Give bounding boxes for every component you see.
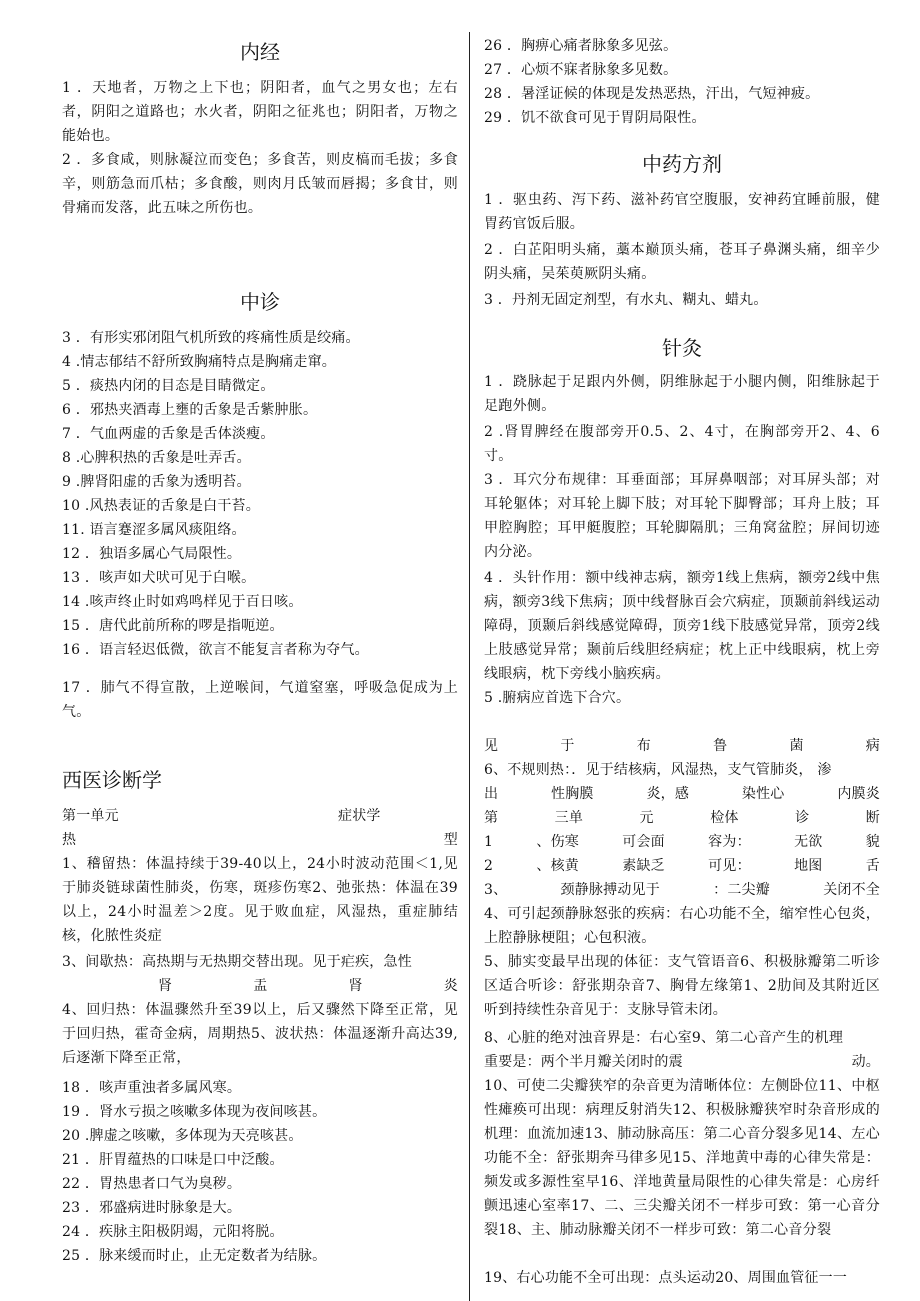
spread-word: 素缺乏 [622,858,665,874]
spread-word: 病 [865,738,880,754]
spread-line-4 [484,806,880,830]
spread-word: 见 [484,738,499,754]
spread-word: 于 [560,738,575,754]
list-item: 12 ．独语多属心气局限性。 [62,546,242,562]
zhenjiu-item-5: 5 .腑病应首选下合穴。 [484,690,631,706]
spread-word: 、核黄 [536,858,579,874]
spread-word: 2 [484,858,494,874]
heading-fangji: 中药方剂 [642,152,722,176]
zhenjiu-item-2: 2 .肾胃脾经在腹部旁开0.5、2、4寸，在胸部旁开2、4、6寸。 [484,424,880,464]
lung-item-5: 5、肺实变最早出现的体征：支气管语音6、积极脉瓣第二听诊区适合听诊：舒张期杂音7、胸骨左缘第1、2肋间及其附近区听到持续性杂音见于：支脉导管未闭。 [484,954,880,1018]
spread-word: 1 [484,834,494,850]
spread-char: 盂 [253,978,268,994]
unit-title: 症状学 [338,808,381,824]
spread-word: 性胸膜 [551,786,594,802]
spread-word: 断 [865,810,880,826]
list-item: 13 ．咳声如犬吠可见于白喉。 [62,570,256,586]
list-item: 29 ．饥不欲食可见于胃阴局限性。 [484,110,706,126]
neijing-item-2: 2 ．多食咸，则脉凝泣而变色；多食苦，则皮槁而毛拔；多食辛，则筋急而爪枯；多食酸，则肉月氐皱而唇揭；多食甘，则骨痛而发落，此五味之所伤也。 [62,152,458,216]
fever-types-4-5: 4、回归热：体温骤然升至39以上，后又骤然下降至正常，见于回归热，霍奇金病，周期热5、波状热：体温逐渐升高达39,后逐渐下降至正常， [62,1002,458,1066]
spread-word: 出 [484,786,499,802]
heading-xiyi: 西医诊断学 [62,768,162,792]
zhongzhen-list-2 [62,1076,458,1268]
spread-word: 内膜炎 [837,786,880,802]
spread-char: 肾 [348,978,363,994]
list-item: 3 ．有形实邪闭阻气机所致的疼痛性质是绞痛。 [62,330,360,346]
spread-word: 无欲 [794,834,823,850]
spread-word: 颈静脉搏动见于 [560,882,660,898]
spread-word: 舌 [865,858,880,874]
list-item: 20 .脾虚之咳嗽，多体现为天亮咳甚。 [62,1128,303,1144]
list-item: 25 ．脉来缓而时止，止无定数者为结脉。 [62,1248,327,1264]
spread-line-1 [484,734,880,758]
fever-type-3: 3、间歇热：高热期与无热期交替出现。见于疟疾，急性 [62,954,412,970]
spread-line-3 [484,782,880,806]
spread-word: 3、 [484,882,508,898]
fever-type-char: 热 [62,832,77,848]
fever-type-3-cont [62,974,458,998]
fangji-item-1: 1 ．驱虫药、泻下药、滋补药官空腹服，安神药宜睡前服，健胃药官饭后服。 [484,192,880,232]
list-item: 5 ．痰热内闭的目态是目睛微定。 [62,378,275,394]
list-item: 21 ．肝胃蕴热的口味是口中泛酸。 [62,1152,284,1168]
list-item: 28 ．暑淫证候的体现是发热恶热，汗出，气短神疲。 [484,86,820,102]
spread-word: 貌 [865,834,880,850]
spread-char: 炎 [443,978,458,994]
spread-word: 可会面 [622,834,665,850]
dullness-item-8: 8、心脏的绝对浊音界是：右心室9、第二心音产生的机理 [484,1030,844,1046]
list-item: 16 ．语言轻迟低微，欲言不能复言者称为夺气。 [62,642,369,658]
column-divider [469,32,470,1301]
fangji-item-3: 3 ．丹剂无固定剂型，有水丸、糊丸、蜡丸。 [484,292,768,308]
list-item: 23 ．邪盛病进时脉象是大。 [62,1200,242,1216]
spread-line-5 [484,830,880,854]
spread-word: 检体 [710,810,739,826]
fangji-item-2: 2 ．白芷阳明头痛，藁本巅顶头痛，苍耳子鼻渊头痛，细辛少阴头痛，吴茱萸厥阴头痛。 [484,242,880,282]
heading-zhongzhen: 中诊 [240,290,280,314]
spread-line-7 [484,878,880,902]
zhenjiu-item-4: 4 ．头针作用：额中线神志病，额旁1线上焦病，额旁2线中焦病，额旁3线下焦病；顶中线督脉百会穴病症，顶颞前斜线运动障碍，顶颞后斜线感觉障碍，顶旁1线下肢感觉异常，顶旁2线上肢感觉异常；颞前后线胆经病症；枕上正中线眼病，枕上旁线眼病，枕下旁线小脑疾病。 [484,570,880,682]
spread-line-6 [484,854,880,878]
list-item: 11. 语言蹇涩多属风痰阻络。 [62,522,246,538]
spread-word: 染性心 [741,786,785,802]
list-item: 26 ．胸痹心痛者脉象多见弦。 [484,38,678,54]
spread-word: 地图 [794,858,823,874]
fever-type-line [62,828,458,852]
dullness-item-8-cont [484,1050,880,1074]
heading-zhenjiu: 针灸 [662,336,702,360]
list-item: 14 .咳声终止时如鸡鸣样见于百日咳。 [62,594,303,610]
list-item: 27 ．心烦不寐者脉象多见数。 [484,62,678,78]
spread-word: 炎，感 [646,786,690,802]
list-item: 4 .情志郁结不舒所致胸痛特点是胸痛走窜。 [62,354,337,370]
spread-word: 元 [639,810,654,826]
list-item: 10 .风热表证的舌象是白干苔。 [62,498,260,514]
jugular-item-4: 4、可引起颈静脉怒张的疾病：右心功能不全，缩窄性心包炎，上腔静脉梗阻；心包积液。 [484,906,880,946]
spread-word: 重要是：两个半月瓣关闭时的震 [484,1054,683,1070]
list-item: 19 ．肾水亏损之咳嗽多体现为夜间咳甚。 [62,1104,327,1120]
heart-items-10-18: 10、可使二尖瓣狭窄的杂音更为清晰体位：左侧卧位11、中枢性瘫痪可出现：病理反射消失12、积极脉瓣狭窄时杂音形成的机理：血流加速13、肺动脉高压：第二心音分裂多见14、左心功能不全：舒张期奔马律多见15、洋地黄中毒的心律失常是：频发或多源性室早16、洋地黄量局限性的心律失常是：心房纤颤迅速心室率17、二、三尖瓣关闭不一样步可致：第一心音分裂18、主、肺动脉瓣关闭不一样步可致：第二心音分裂 [484,1078,880,1238]
pulse-list [484,34,880,130]
spread-word: 布 [636,738,651,754]
list-item: 15 ．唐代此前所称的啰是指呃逆。 [62,618,284,634]
spread-word: 鲁 [713,738,728,754]
neijing-item-1: 1 ．天地者，万物之上下也；阴阳者，血气之男女也；左右者，阴阳之道路也；水火者，阴阳之征兆也；阴阳者，万物之能始也。 [62,80,458,144]
list-item: 8 .心脾积热的舌象是吐弄舌。 [62,450,251,466]
spread-word: 三单 [554,810,584,826]
unit-line [62,804,458,828]
heading-neijing: 内经 [240,40,280,64]
spread-word: 容为： [708,834,751,850]
spread-word: 关闭不全 [823,882,880,898]
list-item: 6 ．邪热夹酒毒上壅的舌象是舌紫肿胀。 [62,402,318,418]
list-item: 24 ．疾脉主阳极阴竭，元阳将脱。 [62,1224,284,1240]
zhenjiu-item-3: 3 ．耳穴分布规律：耳垂面部；耳屏鼻咽部；对耳屏头部；对耳轮躯体；对耳轮上脚下肢；对耳轮下脚臀部；耳舟上肢；耳甲腔胸腔；耳甲艇腹腔；耳轮脚隔肌；三角窝盆腔；屏间切迹内分泌。 [484,472,880,560]
spread-word: 动。 [851,1054,880,1070]
zhongzhen-item-17: 17 ．肺气不得宣散，上逆喉间，气道窒塞，呼吸急促成为上气。 [62,680,458,720]
spread-word: 菌 [789,738,804,754]
list-item: 18 ．咳声重浊者多属风寒。 [62,1080,242,1096]
spread-word: 、伤寒 [536,834,579,850]
irregular-fever-line: 6、不规则热：．见于结核病，风湿热，支气管肺炎， 渗 [484,762,832,778]
spread-word: ：二尖瓣 [713,882,770,898]
spread-word: 可见： [708,858,751,874]
heart-item-19: 19、右心功能不全可出现：点头运动20、周围血管征一一 [484,1270,848,1286]
list-item: 9 .脾肾阳虚的舌象为透明苔。 [62,474,251,490]
unit-label: 第一单元 [62,808,119,824]
zhenjiu-item-1: 1 ．跷脉起于足跟内外侧，阴维脉起于小腿内侧，阳维脉起于足跑外侧。 [484,374,880,414]
fever-types-1-2: 1、稽留热：体温持续于39-40以上，24小时波动范围＜1,见于肺炎链球菌性肺炎，伤寒，斑疹伤寒2、弛张热：体温在39以上，24小时温差＞2度。见于败血症，风湿热，重症肺结核，化脓性炎症 [62,856,458,944]
zhongzhen-list [62,326,458,662]
list-item: 7 ．气血两虚的舌象是舌体淡瘦。 [62,426,275,442]
list-item: 22 ．胃热患者口气为臭秽。 [62,1176,242,1192]
spread-char: 肾 [158,978,173,994]
spread-word: 诊 [795,810,810,826]
fever-type-char: 型 [443,832,458,848]
spread-word: 第 [484,810,499,826]
